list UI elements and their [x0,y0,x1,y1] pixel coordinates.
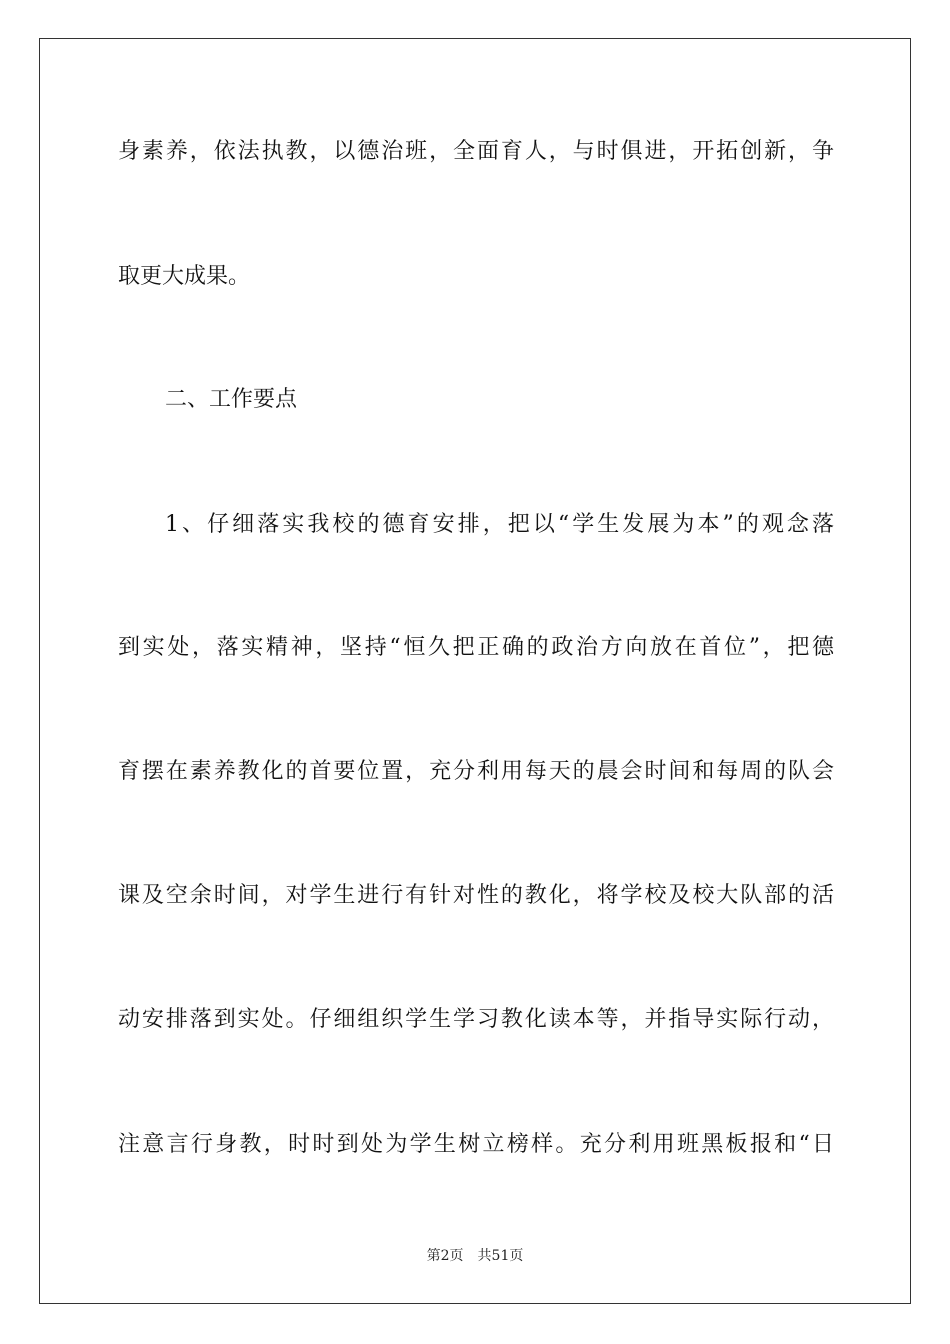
body-text-line: 到实处，落实精神，坚持“恒久把正确的政治方向放在首位”，把德 [118,635,834,660]
body-text-line: 身素养，依法执教，以德治班，全面育人，与时俱进，开拓创新，争 [118,139,834,164]
body-text-line: 课及空余时间，对学生进行有针对性的教化，将学校及校大队部的活 [118,883,834,908]
body-text-line: 动安排落到实处。仔细组织学生学习教化读本等，并指导实际行动， [118,1007,834,1032]
section-heading: 二、工作要点 [165,387,298,412]
page-border [39,38,911,1304]
body-text-line: 注意言行身教，时时到处为学生树立榜样。充分利用班黑板报和“日 [118,1132,834,1157]
page-number-current: 第2页 [426,1248,464,1264]
page-number-total: 共51页 [477,1248,524,1264]
page-footer [0,1246,950,1266]
body-text-line: 育摆在素养教化的首要位置，充分利用每天的晨会时间和每周的队会 [118,759,834,784]
body-text-line: 1、仔细落实我校的德育安排，把以“学生发展为本”的观念落 [165,512,834,537]
body-text-line: 取更大成果。 [118,264,251,289]
